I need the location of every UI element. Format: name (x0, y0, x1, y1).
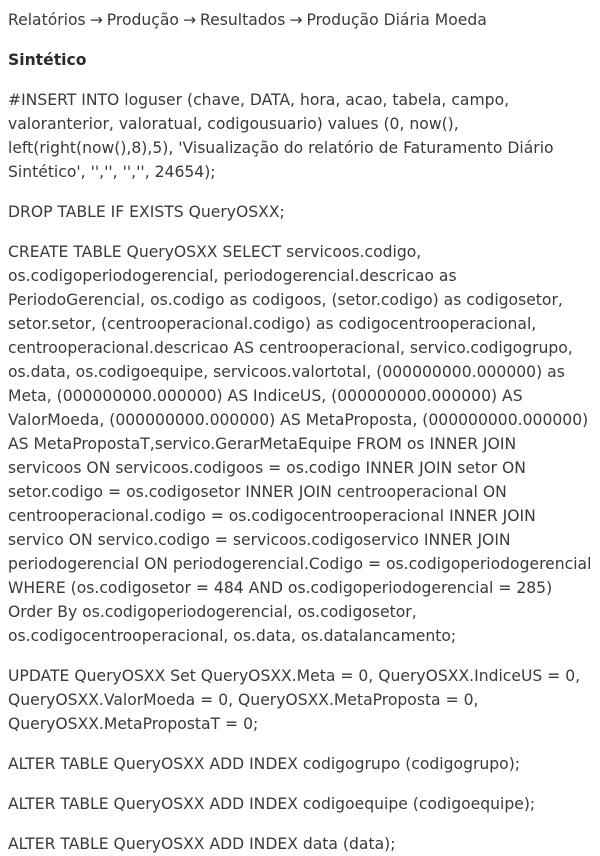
sql-alter-index-data: ALTER TABLE QueryOSXX ADD INDEX data (data); (8, 835, 396, 853)
breadcrumb-arrow-icon: → (89, 11, 103, 29)
section-title: Sintético (8, 51, 87, 69)
breadcrumb-arrow-icon: → (289, 11, 303, 29)
breadcrumb-item-resultados[interactable]: Resultados (200, 11, 286, 29)
breadcrumb-item-producao-diaria-moeda[interactable]: Produção Diária Moeda (306, 11, 487, 29)
breadcrumb (8, 8, 592, 32)
sql-insert-loguser: #INSERT INTO loguser (chave, DATA, hora, acao, tabela, campo, valoranterior, valoratual, codigousuario) values (0, now(), left(right(now(),8),5), 'Visualização do relatório de Faturamento Diário Sintético', '','', '','', 24654); (8, 91, 554, 181)
sql-create-table: CREATE TABLE QueryOSXX SELECT servicoos.codigo, os.codigoperiodogerencial, periodogerencial.descricao as PeriodoGerencial, os.codigo as codigoos, (setor.codigo) as codigosetor, setor.setor, (centrooperacional.codigo) as codigocentrooperacional, centrooperacional.descricao AS centrooperacional, servico.codigogrupo, os.data, os.codigoequipe, servicoos.valortotal, (000000000.000000) as Meta, (000000000.000000) AS IndiceUS, (000000000.000000) AS ValorMoeda, (000000000.000000) AS MetaProposta, (000000000.000000) AS MetaPropostaT,servico.GerarMetaEquipe FROM os INNER JOIN servicoos ON servicoos.codigoos = os.codigo INNER JOIN setor ON setor.codigo = os.codigosetor INNER JOIN centrooperacional ON centrooperacional.codigo = os.codigocentrooperacional INNER JOIN servico ON servico.codigo = servicoos.codigoservico INNER JOIN periodogerencial ON periodogerencial.Codigo = os.codigoperiodogerencial WHERE (os.codigosetor = 484 AND os.codigoperiodogerencial = 285) Order By os.codigoperiodogerencial, os.codigosetor, os.codigocentrooperacional, os.data, os.datalancamento; (8, 243, 592, 645)
sql-drop-table: DROP TABLE IF EXISTS QueryOSXX; (8, 203, 285, 221)
breadcrumb-arrow-icon: → (182, 11, 197, 29)
sql-alter-index-codigogrupo: ALTER TABLE QueryOSXX ADD INDEX codigogrupo (codigogrupo); (8, 755, 521, 773)
breadcrumb-item-producao[interactable]: Produção (106, 11, 179, 29)
sql-update: UPDATE QueryOSXX Set QueryOSXX.Meta = 0, QueryOSXX.IndiceUS = 0, QueryOSXX.ValorMoeda = 0, QueryOSXX.MetaProposta = 0, QueryOSXX.MetaPropostaT = 0; (8, 667, 581, 733)
sql-alter-index-codigoequipe: ALTER TABLE QueryOSXX ADD INDEX codigoequipe (codigoequipe); (8, 795, 536, 813)
breadcrumb-item-relatorios[interactable]: Relatórios (8, 11, 86, 29)
